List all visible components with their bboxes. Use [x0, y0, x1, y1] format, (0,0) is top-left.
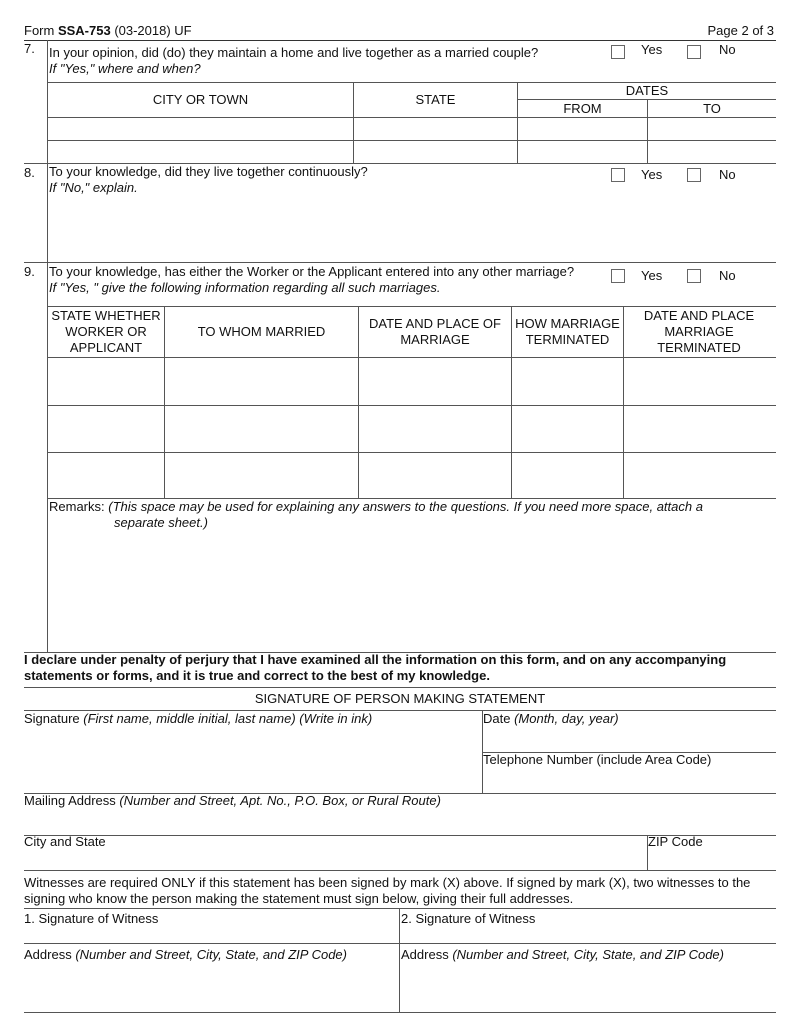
witness-1-signature-label: 1. Signature of Witness: [24, 911, 159, 926]
q8-yes-checkbox[interactable]: [611, 168, 625, 182]
q8-no-checkbox[interactable]: [687, 168, 701, 182]
witness-note-line-2: signing who know the person making the statement must sign below, giving their full addresses.: [24, 891, 574, 906]
declaration-line-2: statements or forms, and it is true and correct to the best of my knowledge.: [24, 668, 490, 683]
q8-no-label: No: [719, 167, 736, 182]
signature-field[interactable]: [24, 728, 480, 792]
q9-no-label: No: [719, 268, 736, 283]
q9-yes-checkbox[interactable]: [611, 269, 625, 283]
q7-no-label: No: [719, 42, 736, 57]
signature-section-title: SIGNATURE OF PERSON MAKING STATEMENT: [254, 691, 546, 706]
q9-yes-label: Yes: [641, 268, 663, 283]
witness-2-signature-label: 2. Signature of Witness: [401, 911, 536, 926]
city-state-label: City and State: [24, 834, 106, 849]
q9-question: To your knowledge, has either the Worker or the Applicant entered into any other marriage?: [49, 264, 575, 279]
q7-no-checkbox[interactable]: [687, 45, 701, 59]
col-date-place-terminated: DATE AND PLACE MARRIAGE TERMINATED: [643, 308, 755, 355]
col-to-whom-married: TO WHOM MARRIED: [197, 324, 326, 339]
q9-number: 9.: [24, 264, 35, 279]
q9-subtext: If "Yes, " give the following information regarding all such marriages.: [49, 280, 441, 295]
page-number: Page 2 of 3: [707, 23, 774, 38]
q8-yes-label: Yes: [641, 167, 663, 182]
q9-no-checkbox[interactable]: [687, 269, 701, 283]
col-how-terminated: HOW MARRIAGE TERMINATED: [515, 316, 620, 347]
witness-1-address-label: Address (Number and Street, City, State, and ZIP Code): [24, 947, 347, 962]
col-city-or-town: CITY OR TOWN: [152, 91, 249, 107]
q8-number: 8.: [24, 165, 35, 180]
col-worker-or-applicant: STATE WHETHER WORKER OR APPLICANT: [51, 308, 161, 355]
remarks-hint-continued: separate sheet.): [114, 515, 208, 530]
witness-note-line-1: Witnesses are required ONLY if this statement has been signed by mark (X) above. If signed by mark (X), two witnesses to the: [24, 875, 751, 890]
form-number: Form SSA-753 (03-2018) UF: [24, 23, 192, 38]
q7-number: 7.: [24, 41, 35, 56]
q7-question: In your opinion, did (do) they maintain a home and live together as a married couple?: [49, 45, 539, 60]
col-to: TO: [703, 100, 721, 116]
col-date-place-marriage: DATE AND PLACE OF MARRIAGE: [369, 316, 501, 347]
col-from: FROM: [563, 100, 602, 116]
q7-subtext: If "Yes," where and when?: [49, 61, 201, 76]
col-state: STATE: [415, 91, 456, 107]
date-label: Date (Month, day, year): [483, 711, 619, 726]
zip-code-label: ZIP Code: [648, 834, 703, 849]
declaration-line-1: I declare under penalty of perjury that I have examined all the information on this form, and on any accompanying: [24, 652, 727, 667]
q8-question: To your knowledge, did they live together continuously?: [49, 164, 368, 179]
q7-yes-checkbox[interactable]: [611, 45, 625, 59]
q7-yes-label: Yes: [641, 42, 663, 57]
signature-label: Signature (First name, middle initial, last name) (Write in ink): [24, 711, 373, 726]
witness-2-address-label: Address (Number and Street, City, State, and ZIP Code): [401, 947, 724, 962]
col-dates: DATES: [625, 82, 669, 98]
q8-subtext: If "No," explain.: [49, 180, 138, 195]
remarks-field[interactable]: [48, 530, 776, 650]
remarks-label: Remarks: (This space may be used for explaining any answers to the questions. If you need more space, attach a: [49, 499, 703, 514]
telephone-label: Telephone Number (include Area Code): [483, 752, 712, 767]
mailing-address-label: Mailing Address (Number and Street, Apt. No., P.O. Box, or Rural Route): [24, 793, 441, 808]
